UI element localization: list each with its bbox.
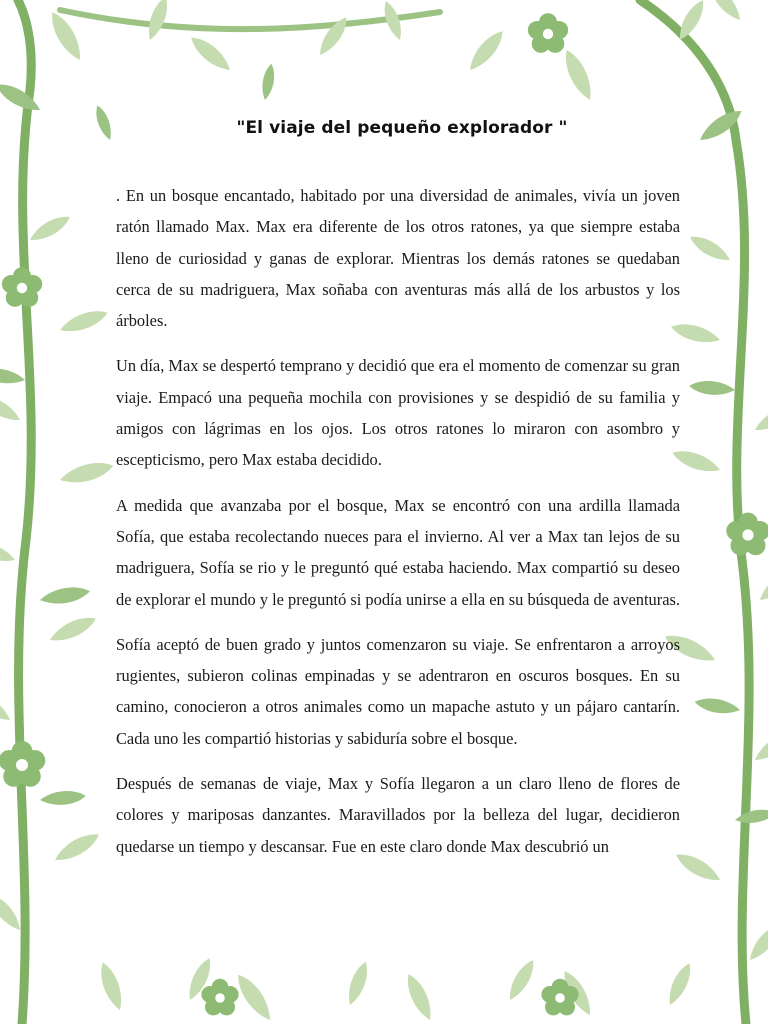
left-leaves-dark [0, 365, 91, 806]
document-title: "El viaje del pequeño explorador " [236, 118, 568, 138]
top-stem [60, 10, 440, 29]
right-flower [726, 513, 768, 556]
left-flower [0, 741, 45, 787]
left-vine [18, 0, 31, 1024]
paragraph-3: A medida que avanzaba por el bosque, Max se encontró con una ardilla llamada Sofía, que estaba recolectando nueces para el invierno. Al ver a Max tan lejos de su madriguera, Sofía se rio y le preguntó qué estaba haciendo. Max compartió su deseo de explorar el mundo y le preguntó si podía unirse a ella en su búsqueda de aventuras. [116, 495, 680, 609]
paragraph-5: Después de semanas de viaje, Max y Sofía llegaron a un claro lleno de flores de colores y mariposas danzantes. Maravillados por la belleza del lugar, decidieron quedarse un tiempo y descansar. Fue en este claro donde Max descubrió un [116, 774, 680, 856]
paragraph-1: . En un bosque encantado, habitado por una diversidad de animales, vivía un joven ratón llamado Max. Max era diferente de los otros ratones, ya que siempre estaba lleno de curiosidad y ganas de explorar. Mientras los demás ratones se quedaban cerca de su madriguera, Max soñaba con aventuras más allá de los arbustos y los árboles. [116, 186, 680, 331]
left-leaves [0, 211, 115, 934]
bottom-leaves [96, 955, 696, 1024]
document-body [116, 118, 680, 876]
top-leaves [45, 0, 745, 103]
paragraph-4: Sofía aceptó de buen grado y juntos comenzaron su viaje. Se enfrentaron a arroyos rugientes, subieron colinas empinadas y se adentraron en oscuros bosques. En su camino, conocieron a otros animales como un mapache astuto y un pájaro cantarín. Cada uno les compartió historias y sabiduría sobre el bosque. [116, 634, 680, 748]
paragraph-2: Un día, Max se despertó temprano y decidió que era el momento de comenzar su gran viaje. Empacó una pequeña mochila con provisiones y se despidió de su familia y amigos con lágrimas en los ojos. Los otros ratones lo miraron con asombro y escepticismo, pero Max estaba decidido. [116, 356, 680, 470]
